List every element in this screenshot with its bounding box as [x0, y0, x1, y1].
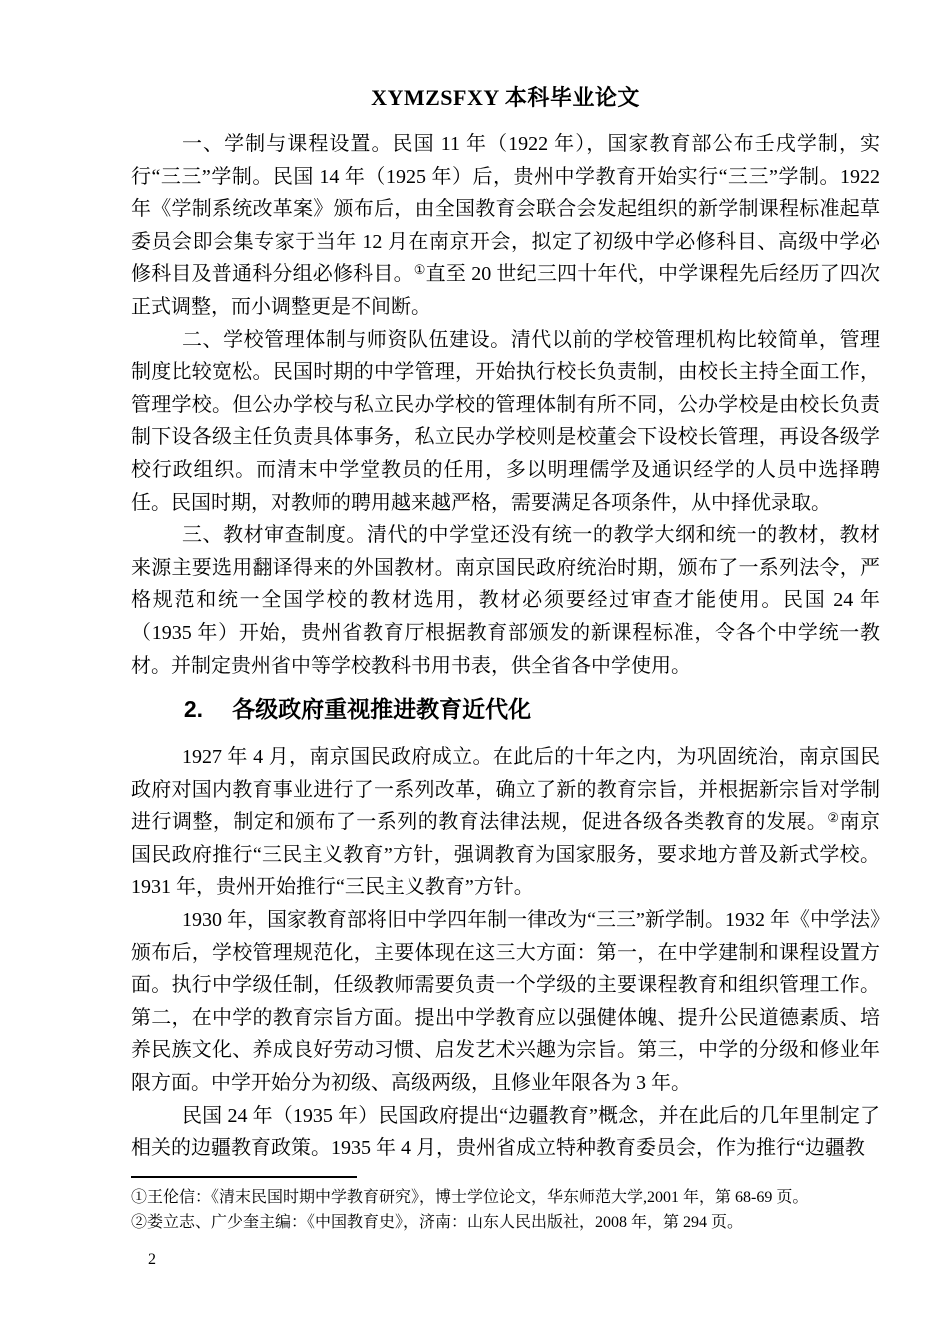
body-paragraph: [131, 1100, 880, 1165]
section-title: 各级政府重视推进教育近代化: [232, 696, 532, 723]
page-number: 2: [148, 1251, 156, 1268]
paragraph-text: 1930 年，国家教育部将旧中学四年制一律改为“三三”新学制。1932 年《中学法》颁布后，学校管理规范化，主要体现在这三大方面：第一，在中学建制和课程设置方面。执行中学级任制，任级教师需要负责一个学级的主要课程教育和组织管理工作。第二，在中学的教育宗旨方面。提出中学教育应以强健体魄、提升公民道德素质、培养民族文化、养成良好劳动习惯、启发艺术兴趣为宗旨。第三，中学的分级和修业年限方面。中学开始分为初级、高级两级，且修业年限各为 3 年。: [131, 909, 880, 1095]
section-heading: [131, 691, 880, 727]
section-number: 2.: [183, 696, 204, 723]
document-title: XYMZSFXY 本科毕业论文: [371, 85, 640, 110]
paragraph-text: 1927 年 4 月，南京国民政府成立。在此后的十年之内，为巩固统治，南京国民政府对国内教育事业进行了一系列改革，确立了新的教育宗旨，并根据新宗旨对学制进行调整，制定和颁布了一系列的教育法律法规，促进各级各类教育的发展。: [131, 746, 880, 834]
footnote-ref: ①: [413, 262, 426, 278]
body-paragraph: [131, 324, 880, 520]
paragraph-text: 南京国民政府推行“三民主义教育”方针，强调教育为国家服务，要求地方普及新式学校。1931 年，贵州开始推行“三民主义教育”方针。: [131, 811, 881, 899]
paragraph-text: 三、教材审查制度。清代的中学堂还没有统一的教学大纲和统一的教材，教材来源主要选用翻译得来的外国教材。南京国民政府统治时期，颁布了一系列法令，严格规范和统一全国学校的教材选用，教材必须要经过审查才能使用。民国 24 年（1935 年）开始，贵州省教育厅根据教育部颁发的新课程标准，令各个中学统一教材。并制定贵州省中等学校教科书用书表，供全省各中学使用。: [131, 524, 880, 677]
document-body: [131, 128, 880, 1165]
body-paragraph: [131, 519, 880, 682]
body-paragraph: [131, 128, 880, 324]
body-paragraph: [131, 741, 880, 904]
paragraph-text: 一、学制与课程设置。民国 11 年（1922 年），国家教育部公布壬戌学制，实行“三三”学制。民国 14 年（1925 年）后，贵州中学教育开始实行“三三”学制。1922 年《学制系统改革案》颁布后，由全国教育会联合会发起组织的新学制课程标准起草委员会即会集专家于当年 12 月在南京开会，拟定了初级中学必修科目、高级中学必修科目及普通科分组必修科目。: [131, 133, 880, 286]
footnote-separator: [131, 1176, 357, 1178]
paragraph-text: 民国 24 年（1935 年）民国政府提出“边疆教育”概念，并在此后的几年里制定了相关的边疆教育政策。1935 年 4 月，贵州省成立特种教育委员会，作为推行“边疆教: [131, 1104, 880, 1160]
footnote: ①王伦信：《清末民国时期中学教育研究》，博士学位论文，华东师范大学,2001 年，第 68-69 页。: [131, 1189, 809, 1206]
footnote: ②娄立志、广少奎主编：《中国教育史》，济南：山东人民出版社，2008 年，第 294 页。: [131, 1214, 744, 1231]
paragraph-text: 直至 20 世纪三四十年代，中学课程先后经历了四次正式调整，而小调整更是不间断。: [131, 263, 881, 318]
footnote-area: [131, 1176, 880, 1272]
body-paragraph: [131, 904, 880, 1100]
paragraph-text: 二、学校管理体制与师资队伍建设。清代以前的学校管理机构比较简单，管理制度比较宽松。民国时期的中学管理，开始执行校长负责制，由校长主持全面工作，管理学校。但公办学校与私立民办学校的管理体制有所不同，公办学校是由校长负责制下设各级主任负责具体事务，私立民办学校则是校董会下设校长管理，再设各级学校行政组织。而清末中学堂教员的任用，多以明理儒学及通识经学的人员中选择聘任。民国时期，对教师的聘用越来越严格，需要满足各项条件，从中择优录取。: [131, 328, 880, 514]
footnote-ref: ②: [827, 810, 840, 826]
